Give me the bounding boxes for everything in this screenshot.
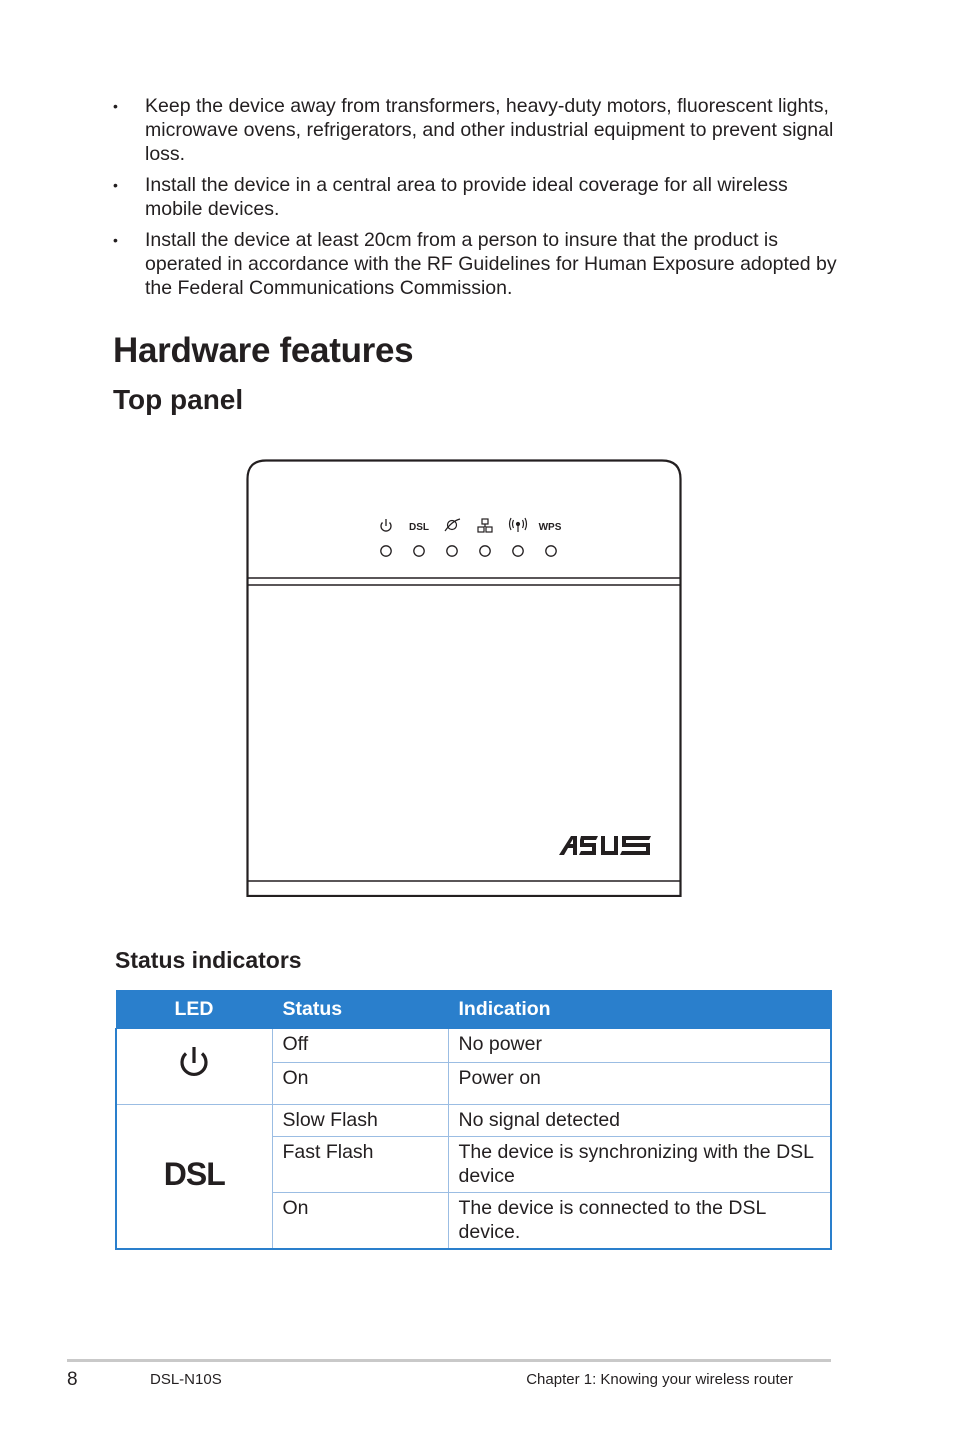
column-header-indication: Indication bbox=[448, 991, 831, 1029]
status-cell: Off bbox=[272, 1029, 448, 1063]
bullet-item bbox=[113, 173, 843, 221]
router-top-panel-illustration bbox=[246, 459, 682, 897]
indication-cell: Power on bbox=[448, 1063, 831, 1105]
table-header-row bbox=[116, 991, 831, 1029]
bullet-mark: • bbox=[113, 232, 118, 248]
power-icon bbox=[174, 1043, 214, 1083]
bullet-item bbox=[113, 94, 843, 166]
dsl-led-label: DSL bbox=[409, 522, 429, 533]
indication-cell: No power bbox=[448, 1029, 831, 1063]
section-title: Top panel bbox=[113, 384, 244, 415]
status-indicators-title: Status indicators bbox=[115, 947, 302, 973]
page-title: Hardware features bbox=[113, 331, 414, 370]
bullet-text: Install the device in a central area to provide ideal coverage for all wireless mobile devices. bbox=[145, 174, 788, 220]
power-led-cell bbox=[116, 1029, 272, 1105]
table-row bbox=[116, 1105, 831, 1137]
footer-chapter: Chapter 1: Knowing your wireless router bbox=[526, 1371, 793, 1388]
bullet-text: Keep the device away from transformers, heavy-duty motors, fluorescent lights, microwave ovens, refrigerators, and other industrial equipment to prevent signal loss. bbox=[145, 95, 834, 165]
status-cell: On bbox=[272, 1193, 448, 1250]
status-table bbox=[115, 990, 832, 1250]
footer-model: DSL-N10S bbox=[150, 1371, 222, 1388]
bullet-list bbox=[113, 94, 843, 307]
status-cell: Fast Flash bbox=[272, 1137, 448, 1193]
bullet-mark: • bbox=[113, 177, 118, 193]
indication-cell: The device is synchronizing with the DSL device bbox=[448, 1137, 831, 1193]
dsl-led-cell bbox=[116, 1105, 272, 1250]
dsl-led-label: DSL bbox=[163, 1155, 225, 1192]
wps-led-label: WPS bbox=[538, 522, 562, 533]
bullet-item bbox=[113, 228, 843, 300]
column-header-led: LED bbox=[116, 991, 272, 1029]
bullet-text: Install the device at least 20cm from a person to insure that the product is operated in accordance with the RF Guidelines for Human Exposure adopted by the Federal Communications Commission. bbox=[145, 229, 837, 299]
footer-divider bbox=[67, 1359, 831, 1362]
page-number: 8 bbox=[67, 1369, 78, 1390]
status-cell: On bbox=[272, 1063, 448, 1105]
column-header-status: Status bbox=[272, 991, 448, 1029]
status-cell: Slow Flash bbox=[272, 1105, 448, 1137]
bullet-mark: • bbox=[113, 98, 118, 114]
indication-cell: The device is connected to the DSL device. bbox=[448, 1193, 831, 1250]
table-row bbox=[116, 1029, 831, 1063]
indication-cell: No signal detected bbox=[448, 1105, 831, 1137]
